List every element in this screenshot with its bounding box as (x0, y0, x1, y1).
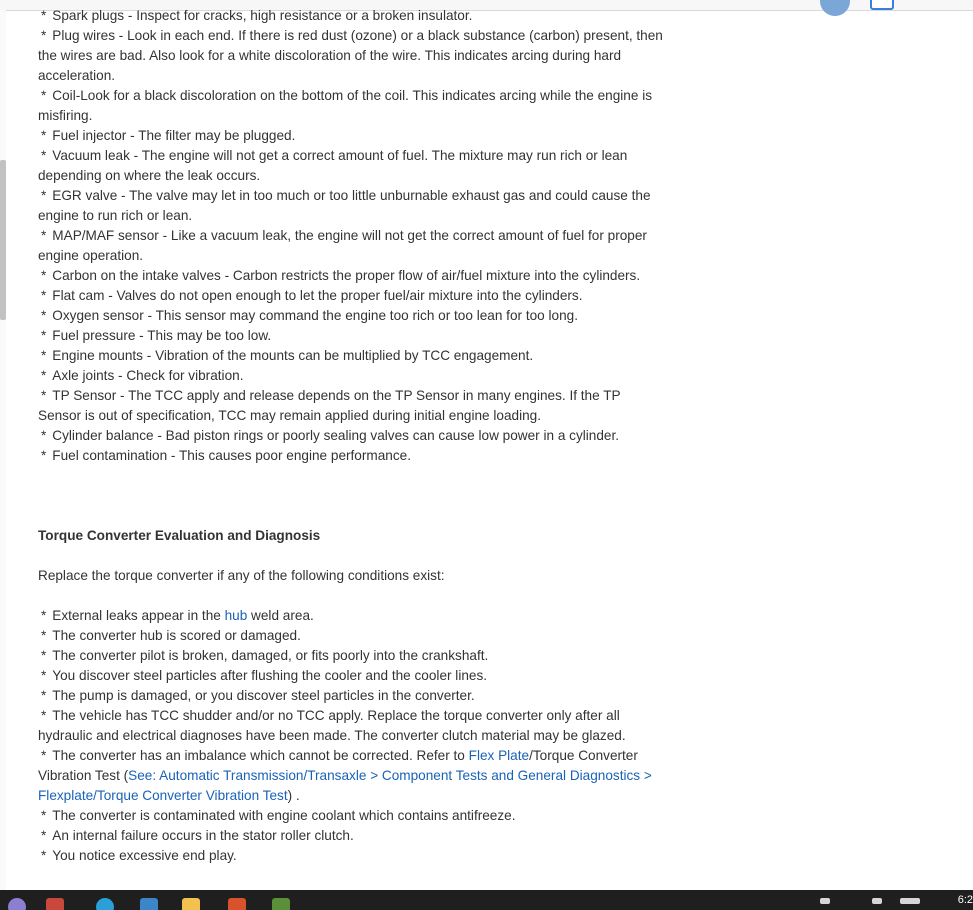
profile-avatar-icon[interactable] (820, 0, 850, 16)
list-item: * The converter is contaminated with engine coolant which contains antifreeze. (41, 808, 516, 823)
list-item: * You notice excessive end play. (41, 848, 237, 863)
list-item: * TP Sensor - The TCC apply and release depends on the TP Sensor in many engines. If the TP Sensor is out of specification, TCC may remain applied during initial engine loading. (38, 388, 621, 423)
flex-plate-link[interactable]: Flex Plate (468, 748, 530, 763)
taskbar (0, 890, 973, 910)
section-intro: Replace the torque converter if any of the following conditions exist: (38, 568, 445, 583)
symptom-list (38, 6, 663, 466)
list-item: * Vacuum leak - The engine will not get a correct amount of fuel. The mixture may run rich or lean depending on where the leak occurs. (38, 148, 628, 183)
list-item: * The pump is damaged, or you discover steel particles in the converter. (41, 688, 475, 703)
list-item: * An internal failure occurs in the stator roller clutch. (41, 828, 354, 843)
list-item: * Spark plugs - Inspect for cracks, high resistance or a broken insulator. (41, 8, 473, 23)
list-item: * MAP/MAF sensor - Like a vacuum leak, the engine will not get the correct amount of fuel for proper engine operation. (38, 228, 647, 263)
app-icon[interactable] (272, 898, 290, 910)
battery-icon[interactable] (900, 898, 920, 904)
list-item: * The converter pilot is broken, damaged, or fits poorly into the crankshaft. (41, 648, 489, 663)
window-icon[interactable] (870, 0, 894, 10)
list-item: * Fuel injector - The filter may be plugged. (41, 128, 296, 143)
list-item: * Oxygen sensor - This sensor may command the engine too rich or too lean for too long. (41, 308, 578, 323)
network-icon[interactable] (820, 898, 830, 904)
list-item: * Fuel contamination - This causes poor engine performance. (41, 448, 411, 463)
article-body (38, 6, 663, 866)
window-icon[interactable] (140, 898, 158, 910)
list-item: * The vehicle has TCC shudder and/or no TCC apply. Replace the torque converter only after all hydraulic and electrical diagnoses have been made. The converter clutch material may be glazed. (38, 708, 626, 743)
list-item: * The converter hub is scored or damaged. (41, 628, 301, 643)
list-item: * External leaks appear in the hub weld area. (41, 608, 314, 623)
vibration-test-link[interactable]: See: Automatic Transmission/Transaxle > Component Tests and General Diagnostics > Flexplate/Torque Converter Vibration Test (38, 768, 652, 803)
list-item: * The converter has an imbalance which cannot be corrected. Refer to Flex Plate/Torque Converter Vibration Test (See: Automatic Transmission/Transaxle > Component Tests and General Diagnostics > Flexplate/Torque Converter Vibration Test) . (38, 748, 652, 803)
start-icon[interactable] (8, 898, 26, 910)
list-item: * Axle joints - Check for vibration. (41, 368, 244, 383)
hub-link[interactable]: hub (224, 608, 248, 623)
section-heading: Torque Converter Evaluation and Diagnosis (38, 528, 321, 543)
browser-icon[interactable] (96, 898, 114, 910)
list-item: * Carbon on the intake valves - Carbon restricts the proper flow of air/fuel mixture into the cylinders. (41, 268, 641, 283)
list-item: * Coil-Look for a black discoloration on the bottom of the coil. This indicates arcing while the engine is misfiring. (38, 88, 653, 123)
app-icon[interactable] (46, 898, 64, 910)
list-item: * Plug wires - Look in each end. If there is red dust (ozone) or a black substance (carbon) present, then the wires are bad. Also look for a white discoloration of the wire. This indicates arcing during hard acceleration. (38, 28, 663, 83)
condition-list (38, 606, 663, 866)
list-item: * You discover steel particles after flushing the cooler and the cooler lines. (41, 668, 488, 683)
office-icon[interactable] (228, 898, 246, 910)
scrollbar-track[interactable] (0, 10, 6, 890)
list-item: * Fuel pressure - This may be too low. (41, 328, 272, 343)
list-item: * EGR valve - The valve may let in too much or too little unburnable exhaust gas and could cause the engine to run rich or lean. (38, 188, 651, 223)
clock[interactable]: 6:2 (957, 894, 973, 906)
list-item: * Flat cam - Valves do not open enough to let the proper fuel/air mixture into the cylinders. (41, 288, 583, 303)
list-item: * Cylinder balance - Bad piston rings or poorly sealing valves can cause low power in a cylinder. (41, 428, 620, 443)
scrollbar-thumb[interactable] (0, 160, 6, 320)
list-item: * Engine mounts - Vibration of the mounts can be multiplied by TCC engagement. (41, 348, 534, 363)
volume-icon[interactable] (872, 898, 882, 904)
folder-icon[interactable] (182, 898, 200, 910)
